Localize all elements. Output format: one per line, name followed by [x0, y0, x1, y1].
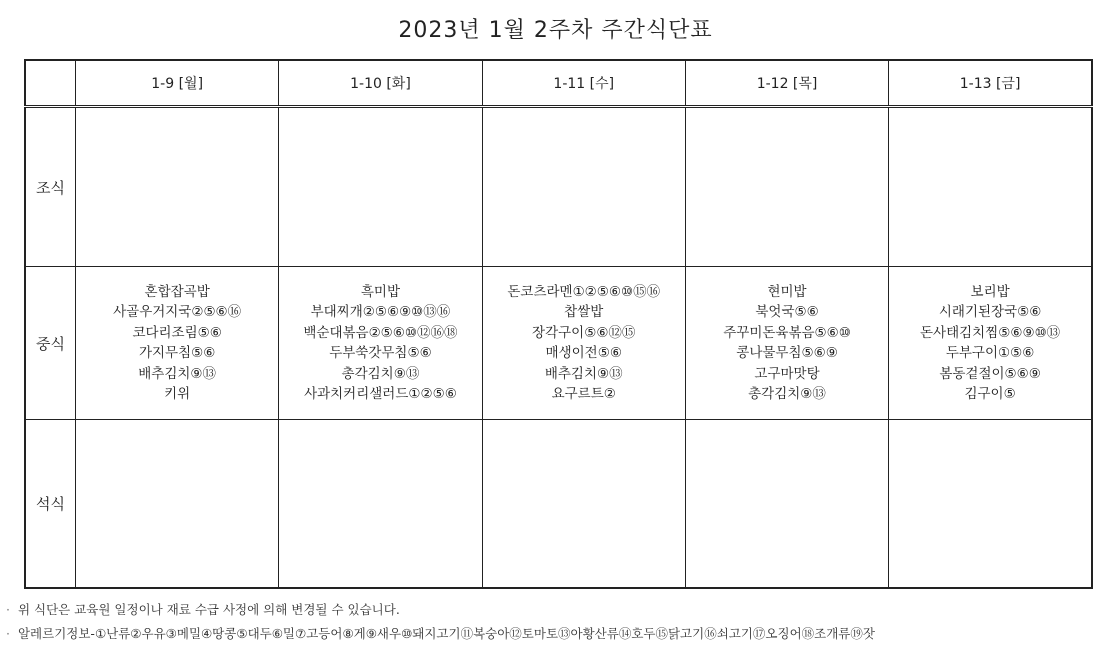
day-header-wed: 1-11 [수] [482, 60, 685, 107]
menu-item: 총각김치⑨⑬ [341, 365, 420, 382]
menu-cell-lunch-fri [889, 267, 1092, 420]
menu-item: 북엇국⑤⑥ [755, 304, 819, 320]
menu-item: 콩나물무침⑤⑥⑨ [736, 345, 838, 361]
weekly-menu-table [24, 59, 1093, 589]
menu-cell-breakfast-fri [889, 107, 1092, 267]
menu-item: 배추김치⑨⑬ [138, 365, 217, 382]
day-header-mon: 1-9 [월] [76, 60, 279, 107]
menu-item: 돈코츠라멘①②⑤⑥⑩⑮⑯ [507, 283, 661, 300]
menu-cell-dinner-tue [279, 420, 482, 589]
menu-item: 배추김치⑨⑬ [544, 365, 623, 382]
menu-item: 백순대볶음②⑤⑥⑩⑫⑯⑱ [303, 324, 458, 341]
menu-item: 현미밥 [767, 283, 807, 300]
menu-cell-dinner-wed [482, 420, 685, 589]
menu-item: 총각김치⑨⑬ [748, 386, 826, 402]
menu-item: 시래기된장국⑤⑥ [938, 304, 1042, 320]
menu-cell-breakfast-mon [76, 107, 279, 267]
meal-label-dinner: 석식 [25, 420, 76, 589]
menu-cell-lunch-thu [685, 267, 888, 420]
footnote-text: 알레르기정보-①난류②우유③메밀④땅콩⑤대두⑥밀⑦고등어⑧게⑨새우⑩돼지고기⑪복숭아⑫토마토⑬아황산류⑭호두⑮닭고기⑯쇠고기⑰오징어⑱조개류⑲잣 [17, 626, 875, 641]
menu-item: 요구르트② [551, 386, 616, 402]
menu-item: 사골우거지국②⑤⑥⑯ [113, 304, 242, 320]
menu-cell-breakfast-wed [482, 107, 685, 267]
day-header-tue: 1-10 [화] [279, 60, 482, 107]
menu-item: 코다리조림⑤⑥ [132, 324, 222, 341]
menu-item: 보리밥 [970, 283, 1010, 300]
meal-label-breakfast: 조식 [25, 107, 76, 267]
meal-label-lunch: 중식 [25, 267, 76, 420]
menu-cell-breakfast-tue [279, 107, 482, 267]
menu-cell-lunch-wed [482, 267, 685, 420]
page-title: 2023년 1월 2주차 주간식단표 [398, 18, 713, 43]
menu-item: 장각구이⑤⑥⑫⑮ [532, 324, 636, 341]
menu-item: 김구이⑤ [964, 386, 1016, 402]
menu-item: 부대찌개②⑤⑥⑨⑩⑬⑯ [310, 304, 451, 320]
breakfast-row [25, 107, 1092, 267]
menu-item: 매생이전⑤⑥ [545, 345, 622, 361]
menu-cell-dinner-fri [889, 420, 1092, 589]
menu-cell-dinner-thu [685, 420, 888, 589]
footnote-change-notice [6, 598, 875, 622]
day-header-fri: 1-13 [금] [889, 60, 1092, 107]
lunch-row [25, 267, 1092, 420]
menu-item: 돈사태김치찜⑤⑥⑨⑩⑬ [920, 324, 1061, 341]
footnote-allergy-info [6, 622, 875, 646]
menu-item: 가지무침⑤⑥ [138, 345, 216, 361]
menu-cell-dinner-mon [76, 420, 279, 589]
menu-item: 혼합잡곡밥 [144, 283, 210, 300]
day-header-thu: 1-12 [목] [685, 60, 888, 107]
menu-item: 두부구이①⑤⑥ [945, 345, 1035, 361]
bullet: · [6, 602, 10, 617]
menu-item: 찹쌀밥 [564, 304, 604, 320]
header-corner-cell [25, 60, 76, 107]
dinner-row [25, 420, 1092, 589]
footnote-text: 위 식단은 교육원 일정이나 재료 수급 사정에 의해 변경될 수 있습니다. [17, 602, 400, 617]
menu-item: 흑미밥 [360, 283, 400, 300]
footnotes [6, 598, 875, 646]
menu-item: 주꾸미돈육볶음⑤⑥⑩ [723, 324, 851, 341]
menu-cell-lunch-mon [76, 267, 279, 420]
menu-cell-lunch-tue [279, 267, 482, 420]
menu-item: 두부쑥갓무침⑤⑥ [329, 345, 432, 361]
bullet: · [6, 626, 10, 641]
menu-item: 봄동겉절이⑤⑥⑨ [939, 365, 1041, 382]
menu-cell-breakfast-thu [685, 107, 888, 267]
menu-item: 키위 [164, 386, 191, 402]
table-header-row [25, 60, 1092, 107]
menu-item: 고구마맛탕 [754, 365, 820, 382]
menu-item: 사과치커리샐러드①②⑤⑥ [304, 386, 457, 402]
